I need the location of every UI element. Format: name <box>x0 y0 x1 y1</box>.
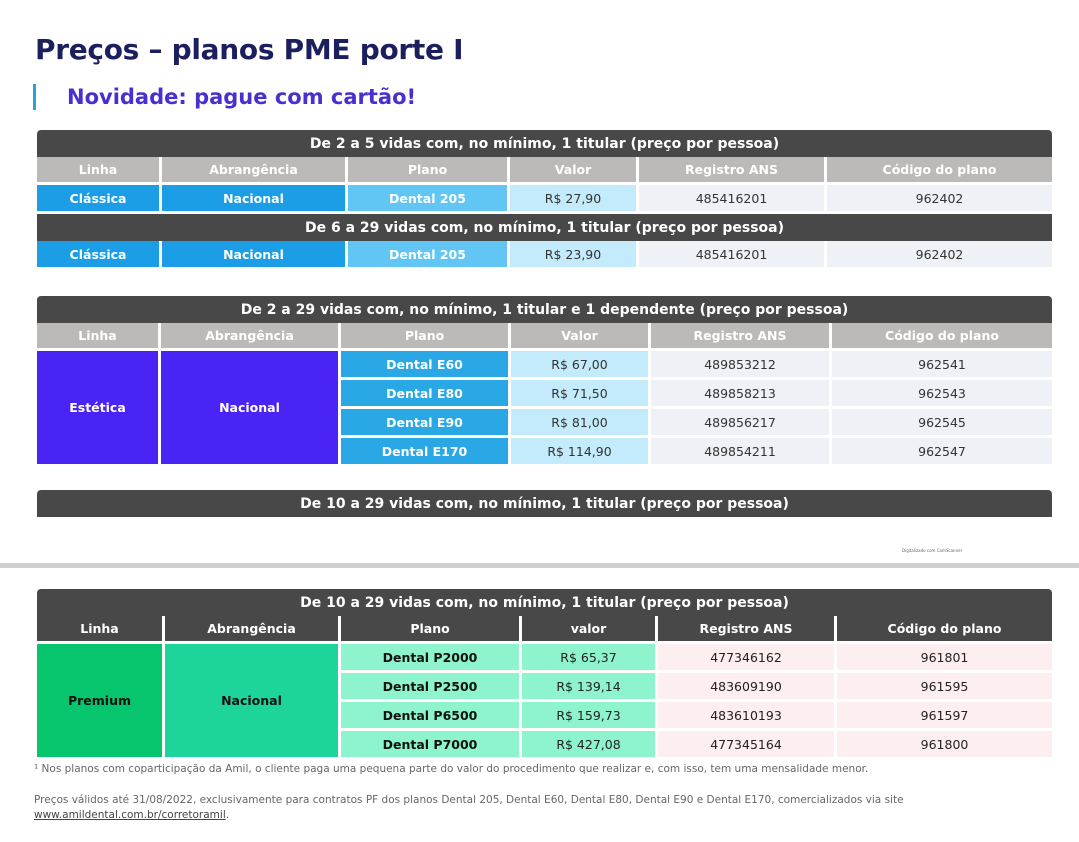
header-codigo: Código do plano <box>832 323 1052 351</box>
table-row <box>341 702 1052 731</box>
cell-plano: Dental P2000 <box>341 644 522 673</box>
table-body <box>37 644 1052 760</box>
header-linha: Linha <box>37 616 165 644</box>
price-table-premium <box>37 589 1052 760</box>
table-row <box>341 644 1052 673</box>
price-table-10-29-cut <box>37 490 1052 517</box>
cell-codigo: 961800 <box>837 731 1052 760</box>
cell-registro: 489854211 <box>651 438 832 467</box>
cell-codigo: 962547 <box>832 438 1052 467</box>
table-rows <box>341 351 1052 467</box>
table-row <box>341 673 1052 702</box>
cell-registro: 477345164 <box>658 731 837 760</box>
cell-linha: Clássica <box>37 241 162 270</box>
table-caption: De 10 a 29 vidas com, no mínimo, 1 titular (preço por pessoa) <box>37 490 1052 517</box>
price-table-estetica <box>37 296 1052 467</box>
cell-plano: Dental P7000 <box>341 731 522 760</box>
header-registro: Registro ANS <box>639 157 827 185</box>
header-plano: Plano <box>341 616 522 644</box>
header-abrangencia: Abrangência <box>165 616 341 644</box>
header-registro: Registro ANS <box>651 323 832 351</box>
table-row <box>37 241 1052 270</box>
table-header-row <box>37 616 1052 644</box>
cell-codigo: 962402 <box>827 185 1052 214</box>
cell-valor: R$ 159,73 <box>522 702 658 731</box>
cell-valor: R$ 67,00 <box>511 351 651 380</box>
header-valor: Valor <box>511 323 651 351</box>
cell-valor: R$ 27,90 <box>510 185 639 214</box>
cell-linha: Premium <box>37 644 165 760</box>
cell-codigo: 962541 <box>832 351 1052 380</box>
cell-codigo: 962402 <box>827 241 1052 270</box>
header-linha: Linha <box>37 323 161 351</box>
cell-valor: R$ 71,50 <box>511 380 651 409</box>
subtitle: Novidade: pague com cartão! <box>67 85 417 109</box>
header-registro: Registro ANS <box>658 616 837 644</box>
cell-valor: R$ 23,90 <box>510 241 639 270</box>
table-row <box>341 409 1052 438</box>
cell-codigo: 962543 <box>832 380 1052 409</box>
cell-abrangencia: Nacional <box>162 185 348 214</box>
cell-valor: R$ 139,14 <box>522 673 658 702</box>
table-row <box>37 185 1052 214</box>
cell-registro: 489858213 <box>651 380 832 409</box>
page-title: Preços – planos PME porte I <box>35 33 464 66</box>
cell-codigo: 961595 <box>837 673 1052 702</box>
cell-abrangencia: Nacional <box>165 644 341 760</box>
cell-plano: Dental P6500 <box>341 702 522 731</box>
cell-linha: Estética <box>37 351 161 467</box>
table-caption: De 6 a 29 vidas com, no mínimo, 1 titular (preço por pessoa) <box>37 214 1052 241</box>
footnote: ¹ Nos planos com coparticipação da Amil, o cliente paga uma pequena parte do valor do procedimento que realizar e, com isso, tem uma mensalidade menor. <box>34 763 869 775</box>
cell-linha: Clássica <box>37 185 162 214</box>
header-linha: Linha <box>37 157 162 185</box>
cell-registro: 485416201 <box>639 185 827 214</box>
cell-valor: R$ 65,37 <box>522 644 658 673</box>
cell-registro: 485416201 <box>639 241 827 270</box>
table-row <box>341 731 1052 760</box>
table-row <box>341 438 1052 467</box>
header-abrangencia: Abrangência <box>162 157 348 185</box>
cell-registro: 489856217 <box>651 409 832 438</box>
cell-registro: 477346162 <box>658 644 837 673</box>
validity-text: Preços válidos até 31/08/2022, exclusivamente para contratos PF dos planos Dental 205, Dental E60, Dental E80, Dental E90 e Dental E170, comercializados via site <box>34 794 904 806</box>
table-row <box>341 380 1052 409</box>
table-header-row <box>37 323 1052 351</box>
table-row <box>341 351 1052 380</box>
cell-codigo: 962545 <box>832 409 1052 438</box>
table-rows <box>341 644 1052 760</box>
header-valor: valor <box>522 616 658 644</box>
cell-codigo: 961801 <box>837 644 1052 673</box>
cell-registro: 483609190 <box>658 673 837 702</box>
cell-plano: Dental E90 <box>341 409 511 438</box>
cell-plano: Dental E80 <box>341 380 511 409</box>
price-table-2-5-vidas <box>37 130 1052 270</box>
accent-bar <box>33 84 36 110</box>
cell-valor: R$ 114,90 <box>511 438 651 467</box>
cell-abrangencia: Nacional <box>162 241 348 270</box>
table-header-row <box>37 157 1052 185</box>
table-body <box>37 351 1052 467</box>
header-codigo: Código do plano <box>837 616 1052 644</box>
header-abrangencia: Abrangência <box>161 323 341 351</box>
cell-plano: Dental P2500 <box>341 673 522 702</box>
cell-plano: Dental 205 <box>348 185 510 214</box>
cell-registro: 483610193 <box>658 702 837 731</box>
cell-plano: Dental 205 <box>348 241 510 270</box>
corretor-link[interactable]: www.amildental.com.br/corretoramil <box>34 809 226 821</box>
scanner-watermark: Digitalizado com CamScanner <box>902 548 963 553</box>
validity-note <box>34 793 1034 823</box>
cell-valor: R$ 427,08 <box>522 731 658 760</box>
header-plano: Plano <box>341 323 511 351</box>
validity-end: . <box>225 809 230 821</box>
cell-plano: Dental E170 <box>341 438 511 467</box>
header-valor: Valor <box>510 157 639 185</box>
header-plano: Plano <box>348 157 510 185</box>
subtitle-block <box>33 84 416 110</box>
cell-registro: 489853212 <box>651 351 832 380</box>
cell-plano: Dental E60 <box>341 351 511 380</box>
cell-abrangencia: Nacional <box>161 351 341 467</box>
cell-codigo: 961597 <box>837 702 1052 731</box>
table-caption: De 2 a 29 vidas com, no mínimo, 1 titular e 1 dependente (preço por pessoa) <box>37 296 1052 323</box>
table-caption: De 2 a 5 vidas com, no mínimo, 1 titular (preço por pessoa) <box>37 130 1052 157</box>
header-codigo: Código do plano <box>827 157 1052 185</box>
cell-valor: R$ 81,00 <box>511 409 651 438</box>
table-caption: De 10 a 29 vidas com, no mínimo, 1 titular (preço por pessoa) <box>37 589 1052 616</box>
page-separator <box>0 563 1079 568</box>
